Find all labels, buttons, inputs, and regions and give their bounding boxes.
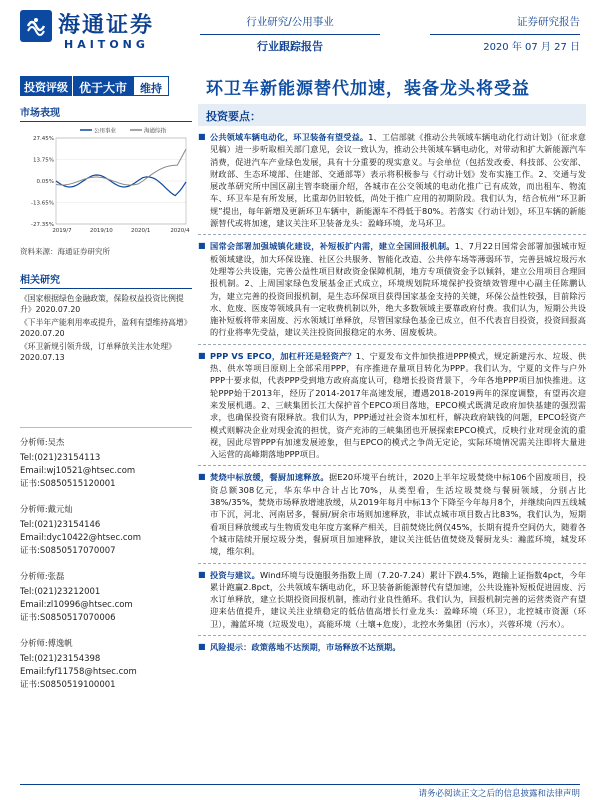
series-utility-line <box>56 175 186 196</box>
analyst-cert: 证书:S0850515120001 <box>20 479 116 489</box>
analyst-tel: Tel:(021)23212001 <box>20 587 101 597</box>
report-subtitle: 行业跟踪报告 <box>257 40 323 53</box>
key-point-lead: PPP VS EPCO，加杠杆还是轻资产？ <box>210 350 356 361</box>
analyst-email[interactable]: Email:dyc10422@htsec.com <box>20 533 141 543</box>
key-point <box>198 350 586 461</box>
key-point-text <box>210 471 586 557</box>
logo-english: HAITONG <box>64 38 149 51</box>
haitong-logo-icon <box>20 10 52 42</box>
rating-label: 投资评级 <box>20 76 72 96</box>
key-point-text <box>210 569 586 630</box>
legend-utility: 公用事业 <box>94 128 117 135</box>
report-header <box>0 0 600 62</box>
analyst-card <box>20 637 192 692</box>
key-point-body: 1、7月22日国常会部署加强城市短板领域建设，加大环保设施、社区公共服务、智能化改造、公共停车场等薄弱环节，完善县城垃圾污水处理等公共设施，完善公益性项目财政资金保障机制，地方专项债资金予以倾斜，建立公用项目合理回报机制。2、上周国家绿色发展基金正式成立，环境规划院环境保护投资绩效管理中心副主任陈鹏认为，建立完善的投资回报机制，是生态环保项目获得国家基金支持的关键，环保公益性较强，目前除污水、危废、医废等领域具有一定收费机制以外，绝大多数领域主要靠政府付费。我们认为，短期公共设施补短板将带来固废、污水领域订单释放，尽管国家绿色基金已成立，但不代表盲目投资，投资回报高的行业将率先受益，建议关注投资回报稳定的水务、固废板块。 <box>210 241 586 338</box>
rating-hold: 维持 <box>133 76 169 96</box>
paragraph-divider <box>198 465 586 466</box>
y-tick-label: 0.05% <box>36 179 54 185</box>
key-point-text <box>210 131 586 229</box>
y-tick-label: -13.65% <box>31 200 54 207</box>
rating-value: 优于大市 <box>72 76 133 96</box>
analyst-list <box>20 427 192 692</box>
key-point-lead: 公共领域车辆电动化，环卫装备有望受益。 <box>210 132 369 142</box>
header-divider-right <box>430 34 580 35</box>
related-research <box>20 271 192 363</box>
x-tick-label: 2020/4 <box>170 228 190 234</box>
analyst-tel: Tel:(021)23154113 <box>20 453 101 463</box>
logo-chinese: 海通证券 <box>58 12 155 38</box>
report-category: 行业研究/公用事业 <box>246 16 334 28</box>
paragraph-divider <box>198 344 586 345</box>
analyst-card <box>20 436 192 491</box>
report-kind: 证券研究报告 <box>517 16 580 28</box>
legend-index: 海通综指 <box>144 128 167 135</box>
analyst-cert: 证书:S0850517070006 <box>20 613 116 623</box>
key-point-body: 1、宁夏发布文件加快推进PPP模式，规定新建污水、垃圾、供热、供水等项目原则上全部采用PPP，有序推进存量项目转化为PPP。我们认为，宁夏的文件与户外PPP十要求似，代表PPP受到地方政府高度认可，稳增长投资背景下，今年各地PPP项目加快推进。这轮PPP始于2013年，经历了2014-2017年高速发展，遭遇2018-2019两年的深度调整，有望再次迎来发展机遇。2、三峡集团长江大保护首个EPCO项目落地，EPCO模式既满足政府加快基建的强烈需求，也确保投资有限释放。我们认为，PPP通过社会资本加杠杆，解决政府缺钱的问题，EPCO轻资产模式则解决企业对现金流的担忧，资产充沛的三峡集团也开展探索EPCO模式，反映行业对现金流的重视，因此尽管PPP有加速发展迹象，但与EPCO的模式之争尚无定论，实际环境情况需关注即将大量进入运营的高峰期落地PPP项目。 <box>210 350 586 460</box>
analyst-email[interactable]: Email:fyf11758@htsec.com <box>20 667 137 677</box>
related-item[interactable]: 《下半年产能利用率或提升，盈利有望维持高增》2020.07.20 <box>20 318 192 338</box>
bullet-icon: ■ <box>198 472 206 482</box>
bullet-icon: ■ <box>198 132 206 141</box>
y-tick-label: 13.75% <box>33 157 54 164</box>
analyst-tel: Tel:(021)23154146 <box>20 520 101 530</box>
analyst-card <box>20 503 192 558</box>
bullet-icon: ■ <box>198 350 206 360</box>
analyst-name: 分析师:傅逸帆 <box>20 638 73 648</box>
paragraph-divider <box>198 234 586 235</box>
report-date: 2020 年 07 月 27 日 <box>483 42 580 53</box>
market-line-chart <box>20 126 192 244</box>
key-point-text <box>210 641 586 653</box>
related-heading: 相关研究 <box>20 271 192 289</box>
analyst-cert: 证书:S0850517070007 <box>20 546 116 556</box>
key-points-list <box>198 131 586 653</box>
key-point <box>198 471 586 557</box>
related-item[interactable]: 《环卫新规引领升级，订单释放关注水处理》2020.07.13 <box>20 342 176 362</box>
x-tick-label: 2019/10 <box>89 228 113 234</box>
series-index-line <box>56 149 186 185</box>
analyst-email[interactable]: Email:zl10996@htsec.com <box>20 600 133 610</box>
bullet-icon: ■ <box>198 241 206 251</box>
key-point-lead: 焚烧中标放缓，餐厨加速释放。 <box>210 472 329 483</box>
paragraph-divider <box>198 635 586 636</box>
key-point-body: 据E20环境平台统计，2020上半年垃圾焚烧中标106个固废项目，投资总额308亿元，华东华中合计占比70%，从类型看，生活垃圾焚烧与餐厨领域，分别占比38%/35%，焚烧市场释放增速放缓，从2019年每月中标13个下降至今年每月8个，并继续向四五线城市下沉，河北、河南居多，餐厨/厨余市场则加速释放，非试点城市项目数占比83%，我们认为，短期看项目释放缓或与生物质发电年度方案释产相关，目前焚烧比例仅45%，长期有提升空间仍大，随着各个城市陆续开展垃圾分类，餐厨项目加速释放，建议关注低估值焚烧及餐厨龙头：瀚蓝环境，城发环境，维尔利。 <box>210 472 586 557</box>
sidebar <box>20 104 192 704</box>
key-point-body: 1、工信部就《推动公共领域车辆电动化行动计划》（征求意见稿）进一步听取相关部门意见，会议一致认为，推动公共领域车辆电动化，对带动和扩大新能源汽车消费，促进汽车产业绿色发展，具有十分重要的现实意义。与会单位（包括发改委、科技部、公安部、财政部、生态环境部、住建部、交通部等）表示将积极参与《行动计划》发布实施工作。2、交通与发展改革研究所中国区副主管李晓丽介绍，各城市在公交领域的电动化推广已有成效，而出租车、物流车、环卫车是有所发展，比重却仍旧较低，尚处于推广应用的初期阶段。我们认为，结合杭州“环卫新规”提出，每年新增及更新环卫车辆中，新能源车不得低于80%。若落实《行动计划》，环卫车辆的新能源替代或将加速，建议关注环卫装备龙头：盈峰环境，龙马环卫。 <box>210 132 586 229</box>
analyst-divider <box>20 427 192 428</box>
main-content <box>198 104 586 653</box>
x-tick-label: 2020/1 <box>130 228 151 234</box>
y-tick-label: -27.35% <box>31 222 54 228</box>
analyst-card <box>20 570 192 625</box>
key-point-lead: 国常会部署加强城镇化建设，补短板扩内需，建立全国回报机制。 <box>210 241 455 252</box>
analyst-email[interactable]: Email:wj10521@htsec.com <box>20 466 136 476</box>
disclaimer-note: 请务必阅读正文之后的信息披露和法律声明 <box>418 789 580 799</box>
rating-badge <box>20 76 169 96</box>
key-point <box>198 641 586 653</box>
analyst-name: 分析师:吴杰 <box>20 437 65 447</box>
paragraph-divider <box>198 563 586 564</box>
chart-source: 资料来源：海通证券研究所 <box>20 247 110 256</box>
key-points-heading: 投资要点： <box>198 104 586 126</box>
bullet-icon: ■ <box>198 569 206 579</box>
key-point <box>198 240 586 338</box>
key-point-body: Wind环境与设施服务指数上周（7.20-7.24）累计下跌4.5%，跑输上证指数4pct，今年累计跑赢2.8pct，公共领域车辆电动化，环卫装备新能源替代有望加速，公共设施补短板促进固废、污水订单释放，建立长期投资回报机制，推动行业良性循环。我们认为，回报机制完善的运营类资产有望迎来估值提升，建议关注业绩稳定的低估值高增长行业龙头：盈峰环境（环卫），北控城市资源（环卫），瀚蓝环境（垃圾发电），高能环境（土壤+危废），北控水务集团（污水），兴蓉环境（污水）。 <box>210 569 586 629</box>
key-point-text <box>210 350 586 461</box>
key-point-lead: 风险提示：政策落地不达预期，市场释放不达预期。 <box>210 641 401 652</box>
analyst-name: 分析师:戴元灿 <box>20 504 73 514</box>
report-title: 环卫车新能源替代加速，装备龙头将受益 <box>206 79 530 99</box>
bullet-icon: ■ <box>198 641 206 651</box>
market-performance-heading: 市场表现 <box>20 104 192 122</box>
market-chart <box>20 126 192 244</box>
x-tick-label: 2019/7 <box>52 228 72 234</box>
analyst-name: 分析师:张磊 <box>20 571 65 581</box>
key-point <box>198 569 586 630</box>
key-point-lead: 投资与建议。 <box>210 569 260 580</box>
footer-divider <box>20 784 580 785</box>
analyst-tel: Tel:(021)23154398 <box>20 654 101 664</box>
y-tick-label: 27.45% <box>33 136 54 142</box>
key-point <box>198 131 586 229</box>
header-divider <box>200 34 380 35</box>
analyst-cert: 证书:S0850519100001 <box>20 680 116 690</box>
key-point-text <box>210 240 586 338</box>
related-item[interactable]: 《国家根据绿色金融政策，保险权益投资比例提升》2020.07.20 <box>20 294 184 314</box>
